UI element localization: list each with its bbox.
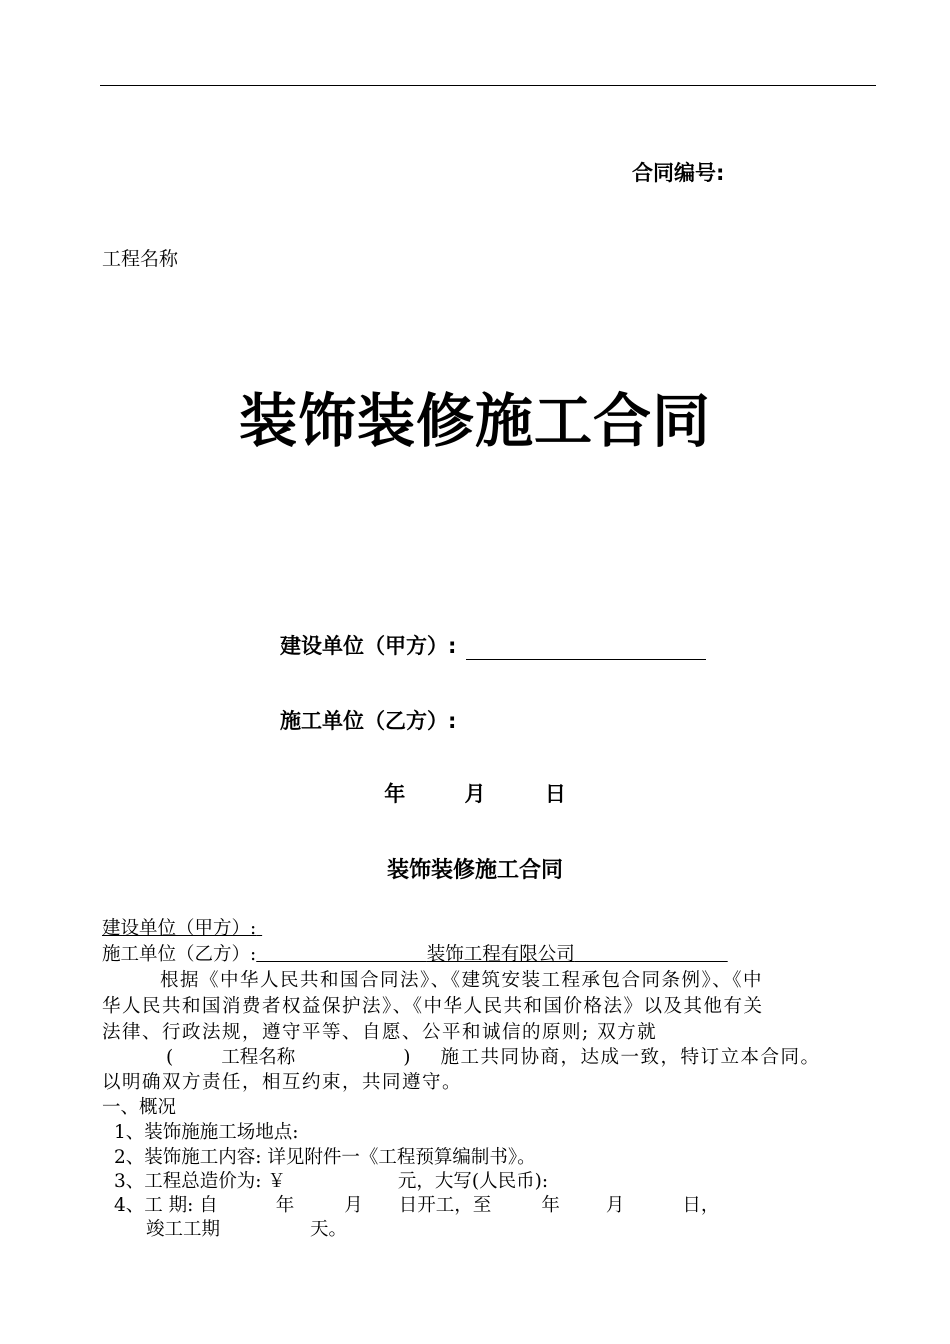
- item-3: [114, 1169, 548, 1195]
- project-name-label: 工程名称: [102, 248, 179, 270]
- item-4-month-1: 月: [344, 1195, 363, 1216]
- body-party-b: [102, 942, 728, 968]
- item-4-year-2: 年: [541, 1195, 560, 1216]
- item-1: 1、装饰施施工场地点:: [114, 1122, 299, 1143]
- party-a-blank-line: [466, 637, 706, 660]
- party-b-company-underline: [256, 944, 727, 965]
- item-3-price-label: 3、工程总造价为: ￥: [114, 1171, 286, 1192]
- item-4-day-2: 日，: [682, 1195, 720, 1216]
- item-4-year-1: 年: [275, 1195, 295, 1216]
- paren-close: ): [403, 1047, 411, 1068]
- item-4-period-label: 4、工 期: 自: [114, 1195, 218, 1216]
- cover-title: 装饰装修施工合同: [238, 387, 711, 455]
- paren-open: (: [166, 1047, 174, 1068]
- para-project-name: 工程名称: [221, 1047, 296, 1068]
- cover-party-a-label: 建设单位（甲方）:: [280, 634, 457, 658]
- body-party-a: [102, 916, 262, 942]
- date-year: 年: [384, 782, 406, 806]
- item-4: [114, 1193, 719, 1219]
- completion-days: 天。: [310, 1219, 348, 1240]
- cover-party-a: [280, 630, 706, 660]
- party-b-company: 装饰工程有限公司: [426, 944, 575, 965]
- para-line-4-rest: 施工共同协商，达成一致，特订立本合同。: [440, 1047, 821, 1068]
- cover-party-b-label: 施工单位（乙方）:: [280, 709, 457, 733]
- section-1-title: 一、概况: [102, 1097, 177, 1118]
- body-party-b-label: 施工单位（乙方）:: [102, 944, 257, 965]
- para-line-3: 法律、行政法规，遵守平等、自愿、公平和诚信的原则; 双方就: [102, 1022, 658, 1043]
- contract-number-label: 合同编号:: [632, 161, 725, 185]
- date-month: 月: [464, 782, 486, 806]
- body-party-a-label: 建设单位（甲方）:: [102, 918, 257, 939]
- item-2: 2、装饰施工内容: 详见附件一《工程预算编制书》。: [114, 1147, 536, 1168]
- item-4-start: 日开工，至: [398, 1195, 492, 1216]
- date-day: 日: [544, 782, 566, 806]
- para-line-1: 根据《中华人民共和国合同法》、《建筑安装工程承包合同条例》、《中: [160, 970, 764, 991]
- item-4-month-2: 月: [605, 1195, 625, 1216]
- header-rule: [100, 85, 876, 86]
- cover-party-b: [280, 705, 456, 735]
- item-4-completion: [146, 1217, 347, 1243]
- party-a-underline: [256, 918, 262, 939]
- completion-label: 竣工工期: [146, 1219, 221, 1240]
- para-line-4: [166, 1045, 820, 1071]
- para-line-5: 以明确双方责任，相互约束，共同遵守。: [102, 1072, 463, 1093]
- cover-date: [0, 778, 950, 808]
- para-line-2: 华人民共和国消费者权益保护法》、《中华人民共和国价格法》以及其他有关: [102, 996, 764, 1017]
- item-3-amount-words: 元，大写(人民币):: [397, 1171, 549, 1192]
- body-title: 装饰装修施工合同: [386, 858, 563, 883]
